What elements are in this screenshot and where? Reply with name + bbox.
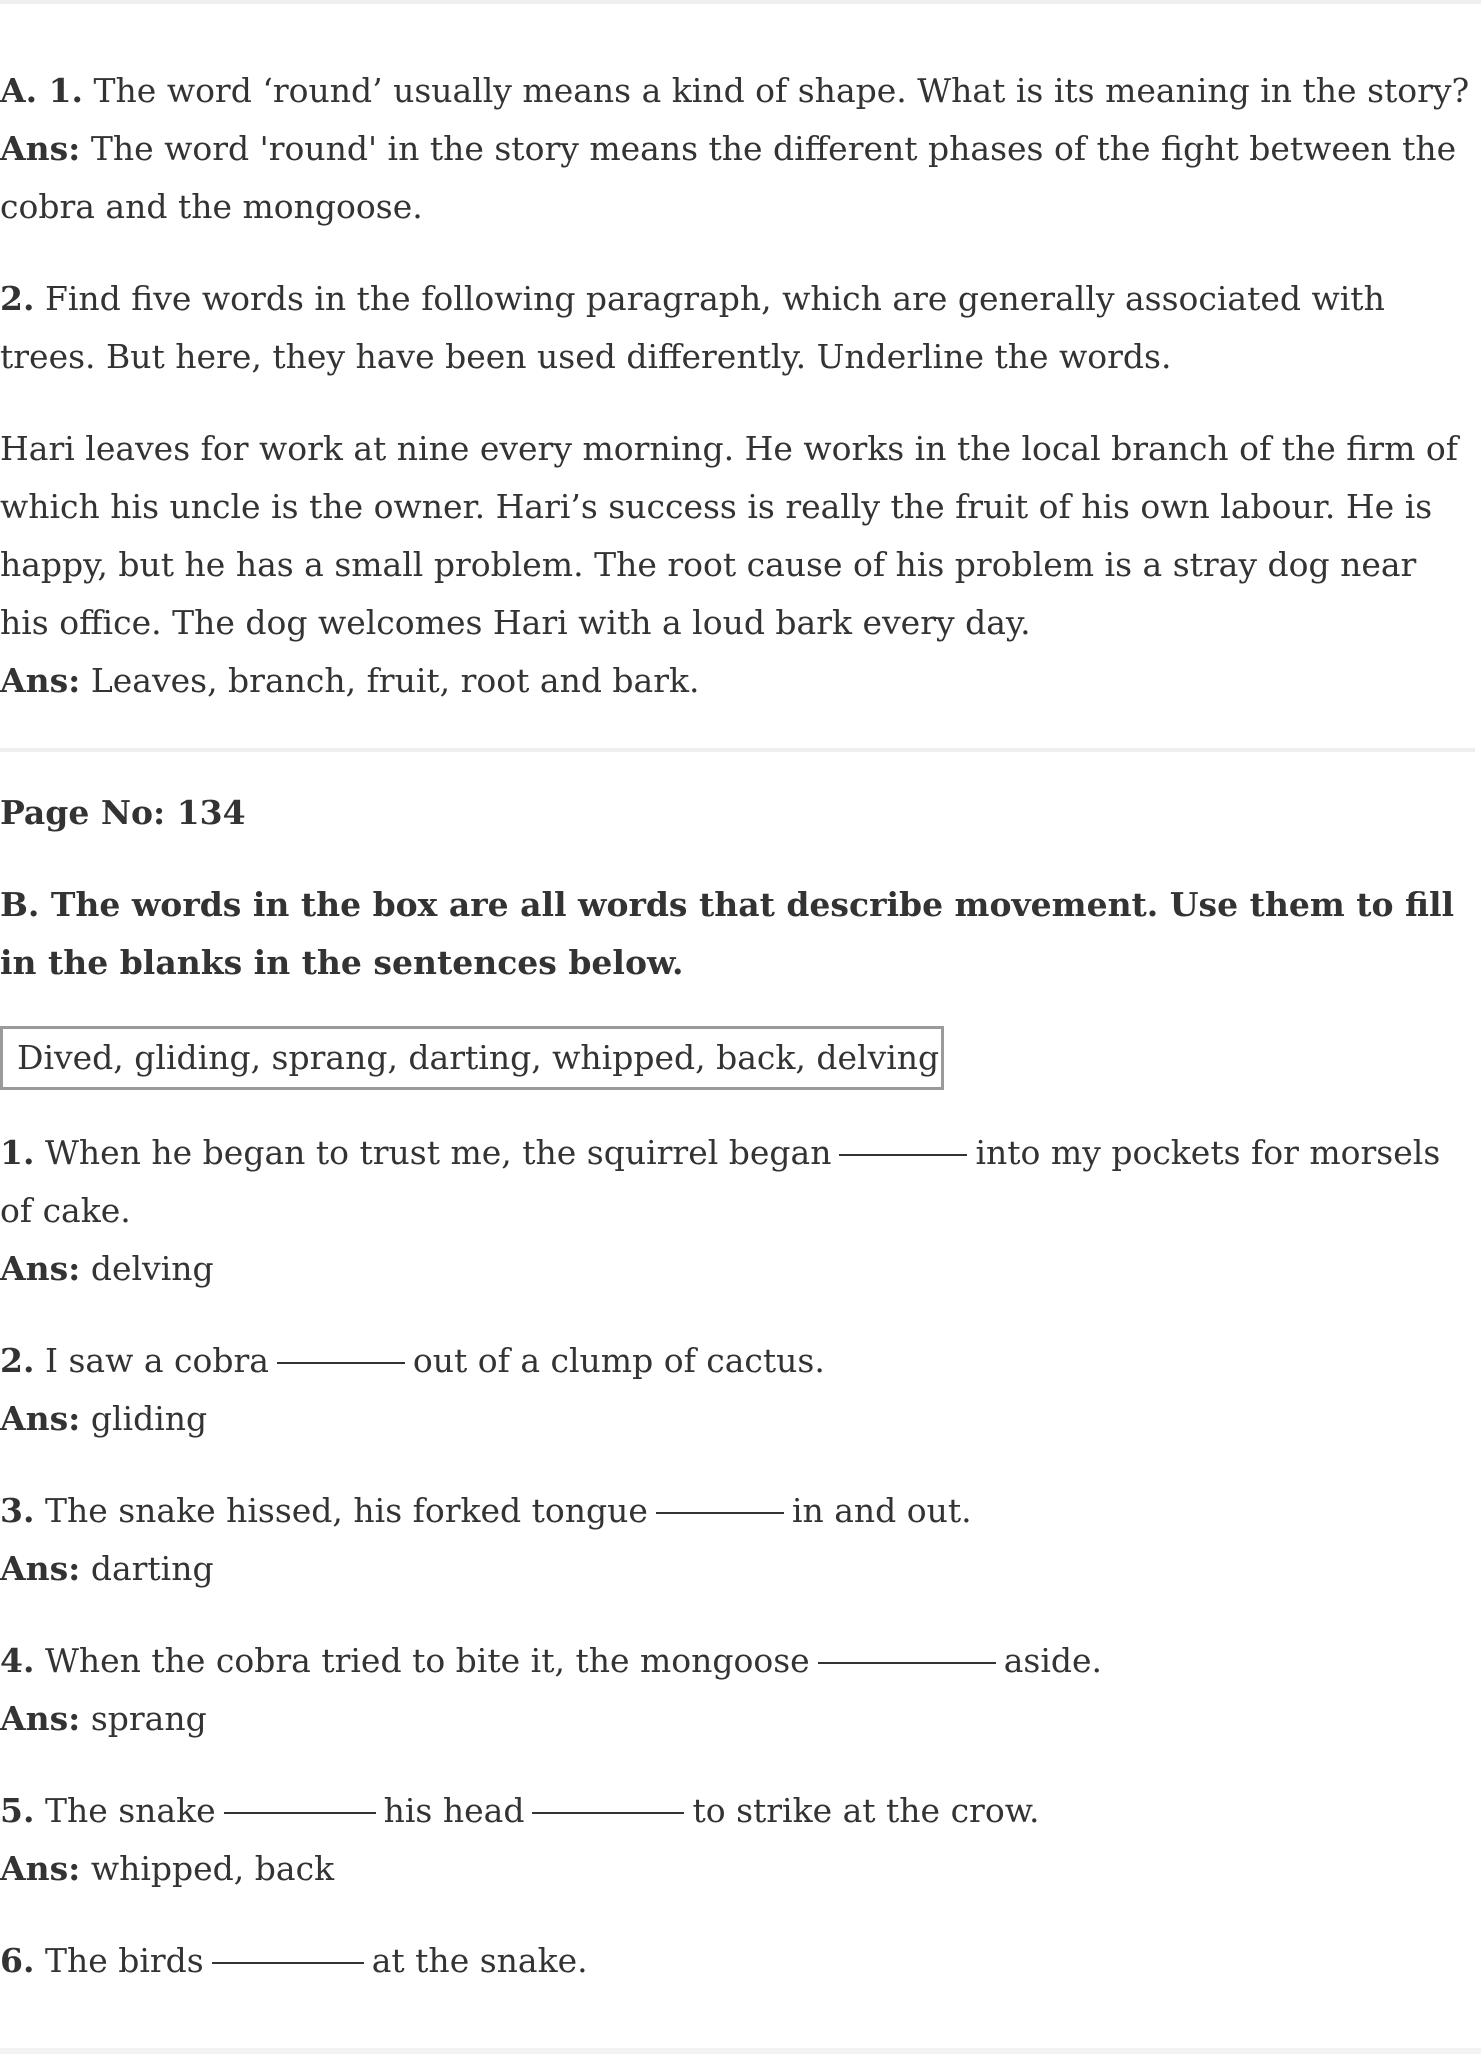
- answer-label: Ans:: [0, 129, 81, 168]
- section-b-heading: B. The words in the box are all words that describe movement. Use them to fill in the blanks in the sentences below.: [0, 885, 1455, 982]
- answer-label: Ans:: [0, 1549, 81, 1588]
- item-text-before: The snake hissed, his forked tongue: [34, 1491, 648, 1530]
- blank-line: [224, 1812, 376, 1814]
- item-number: 2.: [0, 1341, 35, 1380]
- bottom-divider: [0, 2048, 1481, 2054]
- answer-text: gliding: [80, 1399, 208, 1438]
- item-number: 4.: [0, 1641, 35, 1680]
- fill-blank-item-2: [0, 1332, 1475, 1390]
- item-number: 6.: [0, 1941, 35, 1980]
- answer-text: Leaves, branch, fruit, root and bark.: [80, 661, 700, 700]
- question-a1: [0, 62, 1475, 120]
- fill-blank-item-6: [0, 1932, 1475, 1990]
- question-number: 2.: [0, 279, 35, 318]
- blank-line: [656, 1512, 784, 1514]
- item-number: 1.: [0, 1133, 35, 1172]
- item-text-after: in and out.: [791, 1491, 972, 1530]
- answer-a1: [0, 120, 1475, 236]
- answer-text: darting: [80, 1549, 214, 1588]
- question-paragraph: Hari leaves for work at nine every morning. He works in the local branch of the firm of which his uncle is the owner. Hari’s success is really the fruit of his own labour. He is happy, but he has a small problem. The root cause of his problem is a stray dog near his office. The dog welcomes Hari with a loud bark every day.: [0, 429, 1458, 642]
- item-number: 3.: [0, 1491, 35, 1530]
- answer-label: Ans:: [0, 1249, 81, 1288]
- item-text-before: When he began to trust me, the squirrel began: [34, 1133, 832, 1172]
- fill-blank-item-5: [0, 1782, 1475, 1840]
- top-divider: [0, 0, 1481, 4]
- fill-blank-item-3: [0, 1482, 1475, 1540]
- answer-b2: [0, 1390, 1475, 1448]
- fill-blank-item-1: [0, 1124, 1475, 1240]
- item-text-before: The birds: [34, 1941, 204, 1980]
- item-number: 5.: [0, 1791, 35, 1830]
- answer-b1: [0, 1240, 1475, 1298]
- item-text-after: into my pockets for morsels of cake.: [0, 1133, 1441, 1230]
- fill-blank-item-4: [0, 1632, 1475, 1690]
- item-text-before: I saw a cobra: [34, 1341, 269, 1380]
- blank-line: [818, 1662, 996, 1664]
- page-number: Page No: 134: [0, 793, 246, 832]
- answer-b5: [0, 1840, 1475, 1898]
- item-text-after: out of a clump of cactus.: [412, 1341, 825, 1380]
- section-divider: [0, 748, 1475, 752]
- answer-label: Ans:: [0, 1849, 81, 1888]
- blank-line: [839, 1154, 967, 1156]
- answer-content: [0, 62, 1475, 1990]
- answer-text: whipped, back: [80, 1849, 335, 1888]
- question-number: A. 1.: [0, 71, 84, 110]
- answer-text: The word 'round' in the story means the different phases of the fight between the cobra and the mongoose.: [0, 129, 1457, 226]
- question-a2: [0, 270, 1475, 386]
- blank-line: [532, 1812, 684, 1814]
- answer-text: delving: [80, 1249, 214, 1288]
- answer-b3: [0, 1540, 1475, 1598]
- answer-label: Ans:: [0, 1399, 81, 1438]
- item-text-before: When the cobra tried to bite it, the mongoose: [34, 1641, 810, 1680]
- question-text: The word ‘round’ usually means a kind of shape. What is its meaning in the story?: [83, 71, 1470, 110]
- answer-a2: [0, 652, 1475, 710]
- item-text-before: The snake: [34, 1791, 216, 1830]
- item-text-after: aside.: [1003, 1641, 1103, 1680]
- word-box-wrapper: [0, 992, 1475, 1090]
- item-text-after: to strike at the crow.: [692, 1791, 1040, 1830]
- item-text-middle: his head: [383, 1791, 525, 1830]
- blank-line: [212, 1962, 364, 1964]
- answer-label: Ans:: [0, 1699, 81, 1738]
- answer-label: Ans:: [0, 661, 81, 700]
- answer-b4: [0, 1690, 1475, 1748]
- answer-text: sprang: [80, 1699, 207, 1738]
- item-text-after: at the snake.: [371, 1941, 588, 1980]
- blank-line: [277, 1362, 405, 1364]
- question-text: Find five words in the following paragraph, which are generally associated with trees. But here, they have been used differently. Underline the words.: [0, 279, 1385, 376]
- word-box: Dived, gliding, sprang, darting, whipped, back, delving: [0, 1026, 944, 1090]
